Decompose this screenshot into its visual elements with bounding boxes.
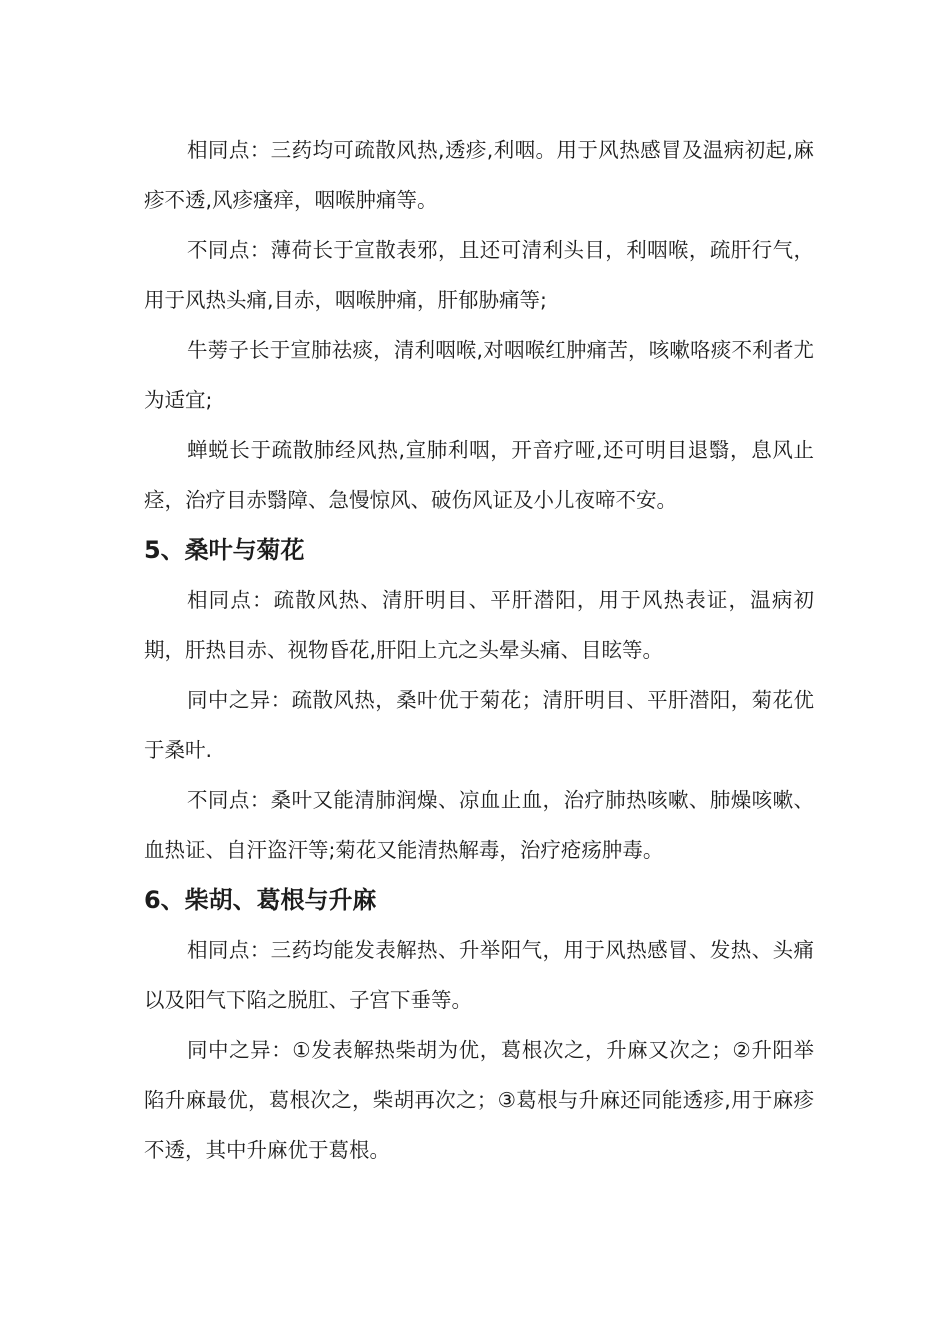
paragraph: 相同点：三药均能发表解热、升举阳气，用于风热感冒、发热、头痛以及阳气下陷之脱肛、子宫下垂等。 xyxy=(144,938,814,1012)
document-page xyxy=(144,125,814,1175)
paragraph: 同中之异：①发表解热柴胡为优，葛根次之，升麻又次之；②升阳举陷升麻最优，葛根次之，柴胡再次之；③葛根与升麻还同能透疹,用于麻疹不透，其中升麻优于葛根。 xyxy=(144,1038,814,1162)
paragraph: 相同点：三药均可疏散风热,透疹,利咽。用于风热感冒及温病初起,麻疹不透,风疹瘙痒，咽喉肿痛等。 xyxy=(144,138,814,212)
paragraph: 相同点：疏散风热、清肝明目、平肝潜阳，用于风热表证，温病初期，肝热目赤、视物昏花,肝阳上亢之头晕头痛、目眩等。 xyxy=(144,588,814,662)
paragraph: 不同点：桑叶又能清肺润燥、凉血止血，治疗肺热咳嗽、肺燥咳嗽、血热证、自汗盗汗等;菊花又能清热解毒，治疗疮疡肿毒。 xyxy=(144,788,814,862)
paragraph: 同中之异：疏散风热，桑叶优于菊花；清肝明目、平肝潜阳，菊花优于桑叶. xyxy=(144,688,814,762)
paragraph: 不同点：薄荷长于宣散表邪，且还可清利头目，利咽喉，疏肝行气，用于风热头痛,目赤，咽喉肿痛，肝郁胁痛等; xyxy=(144,238,814,312)
section-heading: 6、柴胡、葛根与升麻 xyxy=(144,886,377,914)
paragraph: 牛蒡子长于宣肺祛痰，清利咽喉,对咽喉红肿痛苦，咳嗽咯痰不利者尤为适宜; xyxy=(144,338,814,412)
section-heading: 5、桑叶与菊花 xyxy=(144,536,305,564)
paragraph: 蝉蜕长于疏散肺经风热,宣肺利咽，开音疗哑,还可明目退翳，息风止痉，治疗目赤翳障、急慢惊风、破伤风证及小儿夜啼不安。 xyxy=(144,438,814,512)
